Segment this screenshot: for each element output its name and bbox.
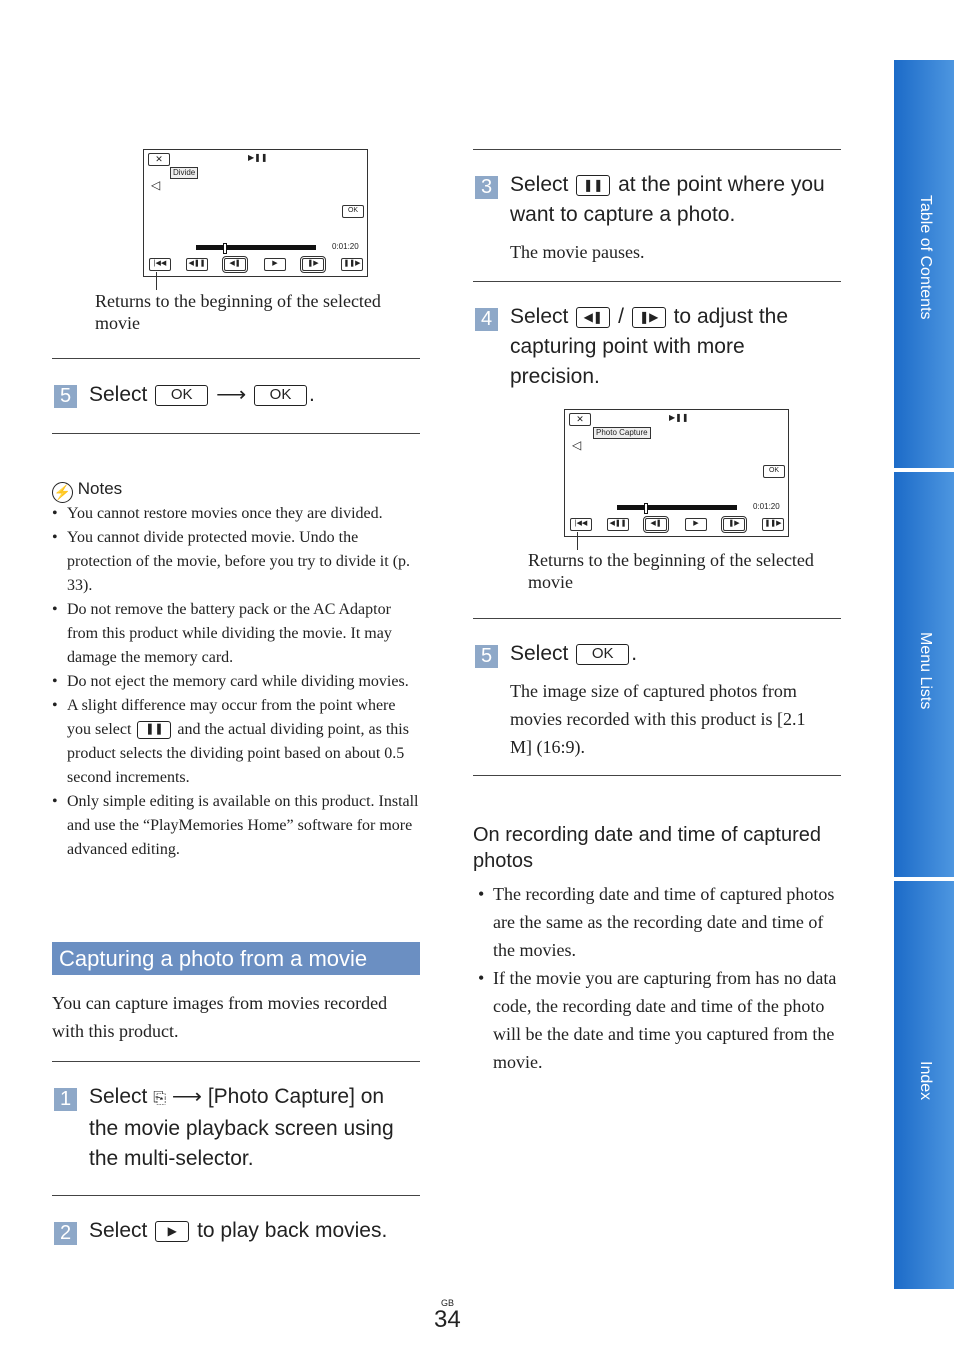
step-text: Select bbox=[89, 1219, 148, 1242]
play-button-icon: ▶ bbox=[155, 1221, 189, 1242]
step-text: Select bbox=[510, 642, 569, 665]
notes-icon: ⚡ bbox=[52, 482, 73, 503]
divider bbox=[473, 281, 841, 282]
time-readout: 0:01:20 bbox=[332, 242, 359, 251]
step-text: to adjust the capturing point with more precision. bbox=[510, 305, 789, 388]
frame-forward-icon: ❚▶ bbox=[302, 258, 324, 271]
screen-mode-label: Photo Capture bbox=[593, 427, 651, 439]
recording-date-bullets bbox=[478, 880, 846, 1076]
frame-forward-button-icon: ❚▶ bbox=[632, 307, 666, 328]
note-item bbox=[52, 694, 422, 790]
section-intro: You can capture images from movies recorded with this product. bbox=[52, 993, 388, 1041]
step-text: Select bbox=[510, 305, 569, 328]
close-icon: ✕ bbox=[569, 413, 591, 426]
speaker-icon: ◁ bbox=[151, 178, 161, 192]
ok-button[interactable]: OK bbox=[576, 644, 629, 665]
divider bbox=[473, 149, 841, 150]
step-text: Select bbox=[510, 173, 569, 196]
note-text: A slight difference may occur from the point where you select bbox=[67, 697, 396, 738]
frame-back-button-icon: ◀❚ bbox=[576, 307, 610, 328]
notes-list bbox=[52, 502, 422, 862]
side-tab-menu-lists[interactable] bbox=[894, 472, 954, 877]
edit-menu-icon: ⎘ bbox=[153, 1090, 167, 1107]
step-text: to play back movies. bbox=[197, 1219, 388, 1242]
ok-button[interactable]: OK bbox=[155, 385, 208, 406]
notes-title: Notes bbox=[77, 479, 123, 498]
page-number: 34 bbox=[434, 1306, 461, 1333]
side-tab-toc[interactable] bbox=[894, 60, 954, 468]
note-text: and the actual dividing point, as this product selects the dividing point based on about 0.5 second increments. bbox=[67, 721, 409, 786]
bullet-item: • If the movie you are capturing from has no data code, the recording date and time of the photo will be the date and time you captured from the movie. bbox=[478, 964, 846, 1076]
step3-instruction bbox=[510, 170, 845, 230]
step-number: 5 bbox=[475, 645, 498, 668]
step-punct: . bbox=[631, 642, 638, 665]
step5-divide-instruction bbox=[89, 380, 315, 410]
note-item: • You cannot divide protected movie. Undo the protection of the movie, before you try to divide it (p. 33). bbox=[52, 526, 422, 598]
step-text: Select bbox=[89, 383, 148, 406]
note-item: • Do not eject the memory card while dividing movies. bbox=[52, 670, 422, 694]
progress-marker bbox=[223, 243, 227, 254]
side-tab-toc-label: Table of Contents bbox=[917, 195, 934, 320]
frame-forward-icon: ❚▶ bbox=[723, 518, 745, 531]
bullet-item: • The recording date and time of captured photos are the same as the recording date and time of the movies. bbox=[478, 880, 846, 964]
time-readout: 0:01:20 bbox=[753, 502, 780, 511]
step5-capture-instruction bbox=[510, 639, 637, 669]
step-text: at the point where you want to capture a photo. bbox=[510, 173, 825, 226]
callout-line bbox=[156, 272, 157, 290]
progress-bar bbox=[617, 505, 737, 510]
divider bbox=[52, 358, 420, 359]
step-text: / bbox=[618, 305, 624, 328]
slow-reverse-icon: ◀❚❚ bbox=[186, 258, 208, 271]
step4-instruction bbox=[510, 302, 840, 392]
callout-line bbox=[577, 532, 578, 550]
step-number: 2 bbox=[54, 1222, 77, 1245]
screen-mode-label: Divide bbox=[170, 167, 198, 179]
step-number: 5 bbox=[54, 385, 77, 408]
divider bbox=[52, 1061, 420, 1062]
play-icon: ▶ bbox=[685, 518, 707, 531]
arrow-right-icon: ⟶ bbox=[171, 1085, 202, 1108]
photo-capture-screen-illustration bbox=[564, 409, 789, 537]
step3-description: The movie pauses. bbox=[510, 242, 645, 262]
go-to-beginning-icon: |◀◀ bbox=[570, 518, 592, 531]
side-tab-index-label: Index bbox=[917, 1061, 934, 1101]
section-title: Capturing a photo from a movie bbox=[52, 942, 420, 975]
note-item: • You cannot restore movies once they are divided. bbox=[52, 502, 422, 526]
close-icon: ✕ bbox=[148, 153, 170, 166]
step-text: Select bbox=[89, 1085, 148, 1108]
step-number: 4 bbox=[475, 308, 498, 331]
progress-bar bbox=[196, 245, 316, 250]
subheading: On recording date and time of captured photos bbox=[473, 824, 821, 872]
step-number: 3 bbox=[475, 176, 498, 199]
screen1-caption: Returns to the beginning of the selected movie bbox=[95, 291, 381, 333]
speaker-icon: ◁ bbox=[572, 438, 582, 452]
screen-ok-button: OK bbox=[763, 465, 785, 478]
progress-marker bbox=[644, 503, 648, 514]
frame-back-icon: ◀❚ bbox=[224, 258, 246, 271]
side-tab-menu-label: Menu Lists bbox=[917, 632, 934, 710]
side-tab-index[interactable] bbox=[894, 881, 954, 1289]
divider bbox=[473, 775, 841, 776]
slow-reverse-icon: ◀❚❚ bbox=[607, 518, 629, 531]
note-item: • Do not remove the battery pack or the AC Adaptor from this product while dividing the movie. It may damage the memory card. bbox=[52, 598, 422, 670]
notes-heading bbox=[52, 478, 122, 503]
region-code: GB bbox=[441, 1298, 455, 1308]
step-number: 1 bbox=[54, 1088, 77, 1111]
divider bbox=[52, 1195, 420, 1196]
play-pause-indicator-icon: ▶❚❚ bbox=[669, 413, 689, 422]
play-icon: ▶ bbox=[264, 258, 286, 271]
screen2-caption: Returns to the beginning of the selected movie bbox=[528, 550, 814, 592]
divider bbox=[52, 433, 420, 434]
step-text: [Photo Capture] on the movie playback screen using the multi-selector. bbox=[89, 1085, 394, 1170]
screen-ok-button: OK bbox=[342, 205, 364, 218]
divider bbox=[473, 618, 841, 619]
play-pause-indicator-icon: ▶❚❚ bbox=[248, 153, 268, 162]
note-item: • Only simple editing is available on this product. Install and use the “PlayMemories Home” software for more advanced editing. bbox=[52, 790, 422, 862]
step-punct: . bbox=[309, 383, 315, 406]
arrow-right-icon: ⟶ bbox=[216, 383, 247, 406]
step1-instruction bbox=[89, 1082, 419, 1174]
step2-instruction bbox=[89, 1216, 387, 1246]
pause-button-icon: ❚❚ bbox=[576, 175, 610, 196]
divide-screen-illustration bbox=[143, 149, 368, 277]
frame-back-icon: ◀❚ bbox=[645, 518, 667, 531]
pause-button-icon: ❚❚ bbox=[137, 721, 171, 739]
ok-confirm-button[interactable]: OK bbox=[254, 385, 307, 406]
slow-forward-icon: ❚❚▶ bbox=[341, 258, 363, 271]
go-to-beginning-icon: |◀◀ bbox=[149, 258, 171, 271]
slow-forward-icon: ❚❚▶ bbox=[762, 518, 784, 531]
step5-description: The image size of captured photos from movies recorded with this product is [2.1 M] (16:9). bbox=[510, 681, 806, 757]
